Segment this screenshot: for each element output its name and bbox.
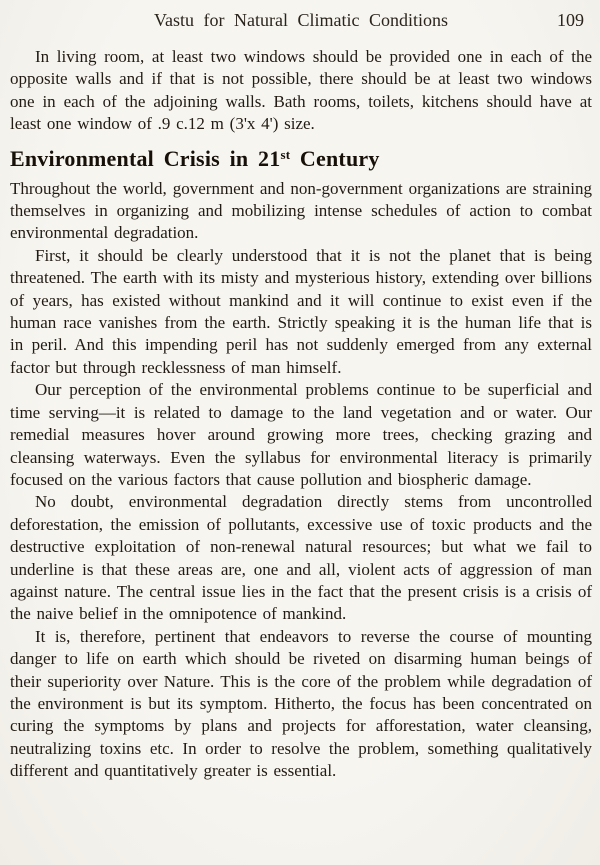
section-heading (10, 146, 592, 172)
section-heading-text-after: Century (290, 145, 380, 171)
intro-paragraph: In living room, at least two windows should be provided one in each of the opposite walls and if that is not possible, there should be at least two windows one in each of the adjoining walls. Bath rooms, toilets, kitchens should have at least one window of .9 c.12 m (3'x 4') size. (10, 47, 592, 134)
running-header (10, 9, 592, 31)
section-heading-superscript: st (280, 146, 291, 162)
section-paragraph: First, it should be clearly understood that it is not the planet that is being threatened. The earth with its misty and mysterious history, extending over billions of years, has existed without mankind and it will continue to exist even if the human race vanishes from the earth. Strictly speaking it is the human life that is in peril. And this impending peril has not suddenly emerged from any external factor but through recklessness of man himself. (10, 245, 592, 377)
section-paragraph: It is, therefore, pertinent that endeavors to reverse the course of mounting danger to life on earth which should be riveted on disarming human beings of their superiority over Nature. This is the core of the problem while degradation of the environment is but its symptom. Hitherto, the focus has been concentrated on curing the symptoms by plans and projects for afforestation, water cleansing, neutralizing toxins etc. In order to resolve the problem, something qualitatively different and quantitatively greater is essential. (10, 626, 592, 781)
section-paragraph: Our perception of the environmental problems continue to be superficial and time serving—it is related to damage to the land vegetation and or water. Our remedial measures hover around growing more trees, checking grazing and cleansing waterways. Even the syllabus for environmental literacy is primarily focused on the various factors that cause pollution and biospheric damage. (10, 380, 592, 489)
section-paragraph: No doubt, environmental degradation directly stems from uncontrolled deforestation, the emission of pollutants, excessive use of toxic products and the destructive exploitation of non-renewal natural resources; but what we fail to underline is that these areas are, one and all, violent acts of aggression of man against nature. The central issue lies in the fact that the present crisis is a crisis of the naive belief in the omnipotence of mankind. (10, 492, 592, 624)
running-header-title: Vastu for Natural Climatic Conditions (154, 10, 448, 30)
section-heading-text: Environmental Crisis in 21 (10, 145, 281, 171)
page-number: 109 (557, 10, 584, 30)
section-paragraph: Throughout the world, government and non-government organizations are straining themselves in organizing and mobilizing intense schedules of action to combat environmental degradation. (10, 178, 592, 243)
